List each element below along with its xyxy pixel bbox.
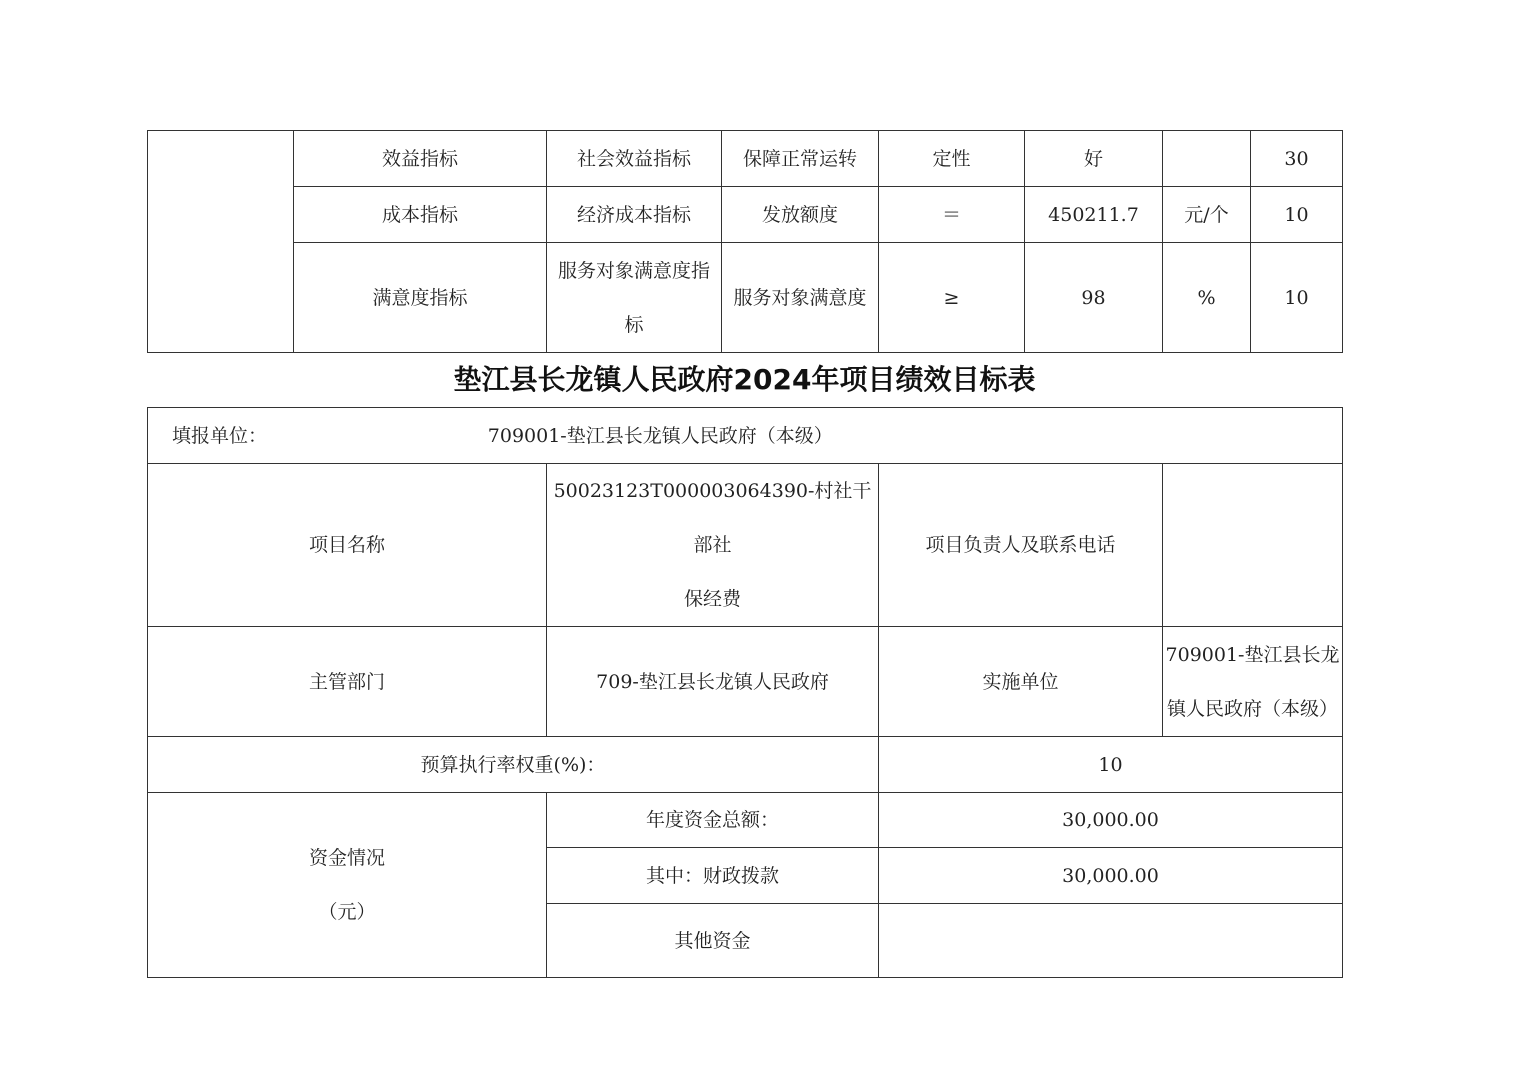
fiscal-label: 其中：财政拨款 xyxy=(547,848,879,904)
project-name-label: 项目名称 xyxy=(148,464,547,627)
weight-cell: 30 xyxy=(1251,131,1343,187)
category-cell: 效益指标 xyxy=(294,131,547,187)
other-funds-value xyxy=(879,904,1343,978)
value-cell: 450211.7 xyxy=(1025,187,1163,243)
project-name-line-2: 保经费 xyxy=(683,588,741,610)
table-row xyxy=(148,737,1343,793)
project-name-value xyxy=(547,464,879,627)
reporting-unit-label: 填报单位： xyxy=(148,408,547,464)
category-cell: 满意度指标 xyxy=(294,243,547,353)
funds-label xyxy=(148,793,547,978)
type-cell: ＝ xyxy=(879,187,1025,243)
table-row xyxy=(148,131,1343,187)
type-cell: ≥ xyxy=(879,243,1025,353)
subcategory-line-2: 标 xyxy=(624,313,644,336)
subcategory-cell: 社会效益指标 xyxy=(547,131,722,187)
reporting-unit-text: 709001-垫江县长龙镇人民政府（本级） xyxy=(487,424,833,447)
page-title: 垫江县长龙镇人民政府2024年项目绩效目标表 xyxy=(453,363,1036,396)
contact-label: 项目负责人及联系电话 xyxy=(879,464,1163,627)
impl-line-1: 709001-垫江县长龙 xyxy=(1165,643,1340,666)
unit-cell: 元/个 xyxy=(1163,187,1251,243)
indicator-cell: 保障正常运转 xyxy=(722,131,879,187)
indicator-table-continued xyxy=(147,130,1343,353)
dept-value: 709-垫江县长龙镇人民政府 xyxy=(547,627,879,737)
subcategory-cell xyxy=(547,243,722,353)
funds-label-line-1: 资金情况 xyxy=(308,847,385,869)
table-row xyxy=(148,627,1343,737)
value-cell: 好 xyxy=(1025,131,1163,187)
weight-cell: 10 xyxy=(1251,243,1343,353)
table-row xyxy=(148,243,1343,353)
unit-cell xyxy=(1163,131,1251,187)
reporting-unit-value xyxy=(487,408,1343,464)
table-row xyxy=(148,793,1343,848)
table-row xyxy=(148,464,1343,627)
weight-cell: 10 xyxy=(1251,187,1343,243)
table-row xyxy=(148,187,1343,243)
table-row xyxy=(148,408,1343,464)
value-cell: 98 xyxy=(1025,243,1163,353)
contact-value xyxy=(1163,464,1343,627)
impl-label: 实施单位 xyxy=(879,627,1163,737)
blank-merged-cell xyxy=(148,131,294,353)
indicator-cell: 发放额度 xyxy=(722,187,879,243)
category-cell: 成本指标 xyxy=(294,187,547,243)
other-funds-label: 其他资金 xyxy=(547,904,879,978)
fiscal-value: 30,000.00 xyxy=(879,848,1343,904)
dept-label: 主管部门 xyxy=(148,627,547,737)
budget-rate-value: 10 xyxy=(879,737,1343,793)
type-cell: 定性 xyxy=(879,131,1025,187)
funds-label-line-2: （元） xyxy=(318,901,376,923)
performance-target-form xyxy=(147,407,1343,978)
annual-total-label: 年度资金总额： xyxy=(547,793,879,848)
subcategory-line-1: 服务对象满意度指 xyxy=(557,259,710,282)
subcategory-cell: 经济成本指标 xyxy=(547,187,722,243)
budget-rate-label: 预算执行率权重(%)： xyxy=(148,737,879,793)
indicator-cell: 服务对象满意度 xyxy=(722,243,879,353)
impl-line-2: 镇人民政府（本级） xyxy=(1167,697,1339,720)
impl-value xyxy=(1163,627,1343,737)
unit-cell: % xyxy=(1163,243,1251,353)
project-name-line-1: 50023123T000003064390-村社干部社 xyxy=(553,480,872,556)
annual-total-value: 30,000.00 xyxy=(879,793,1343,848)
